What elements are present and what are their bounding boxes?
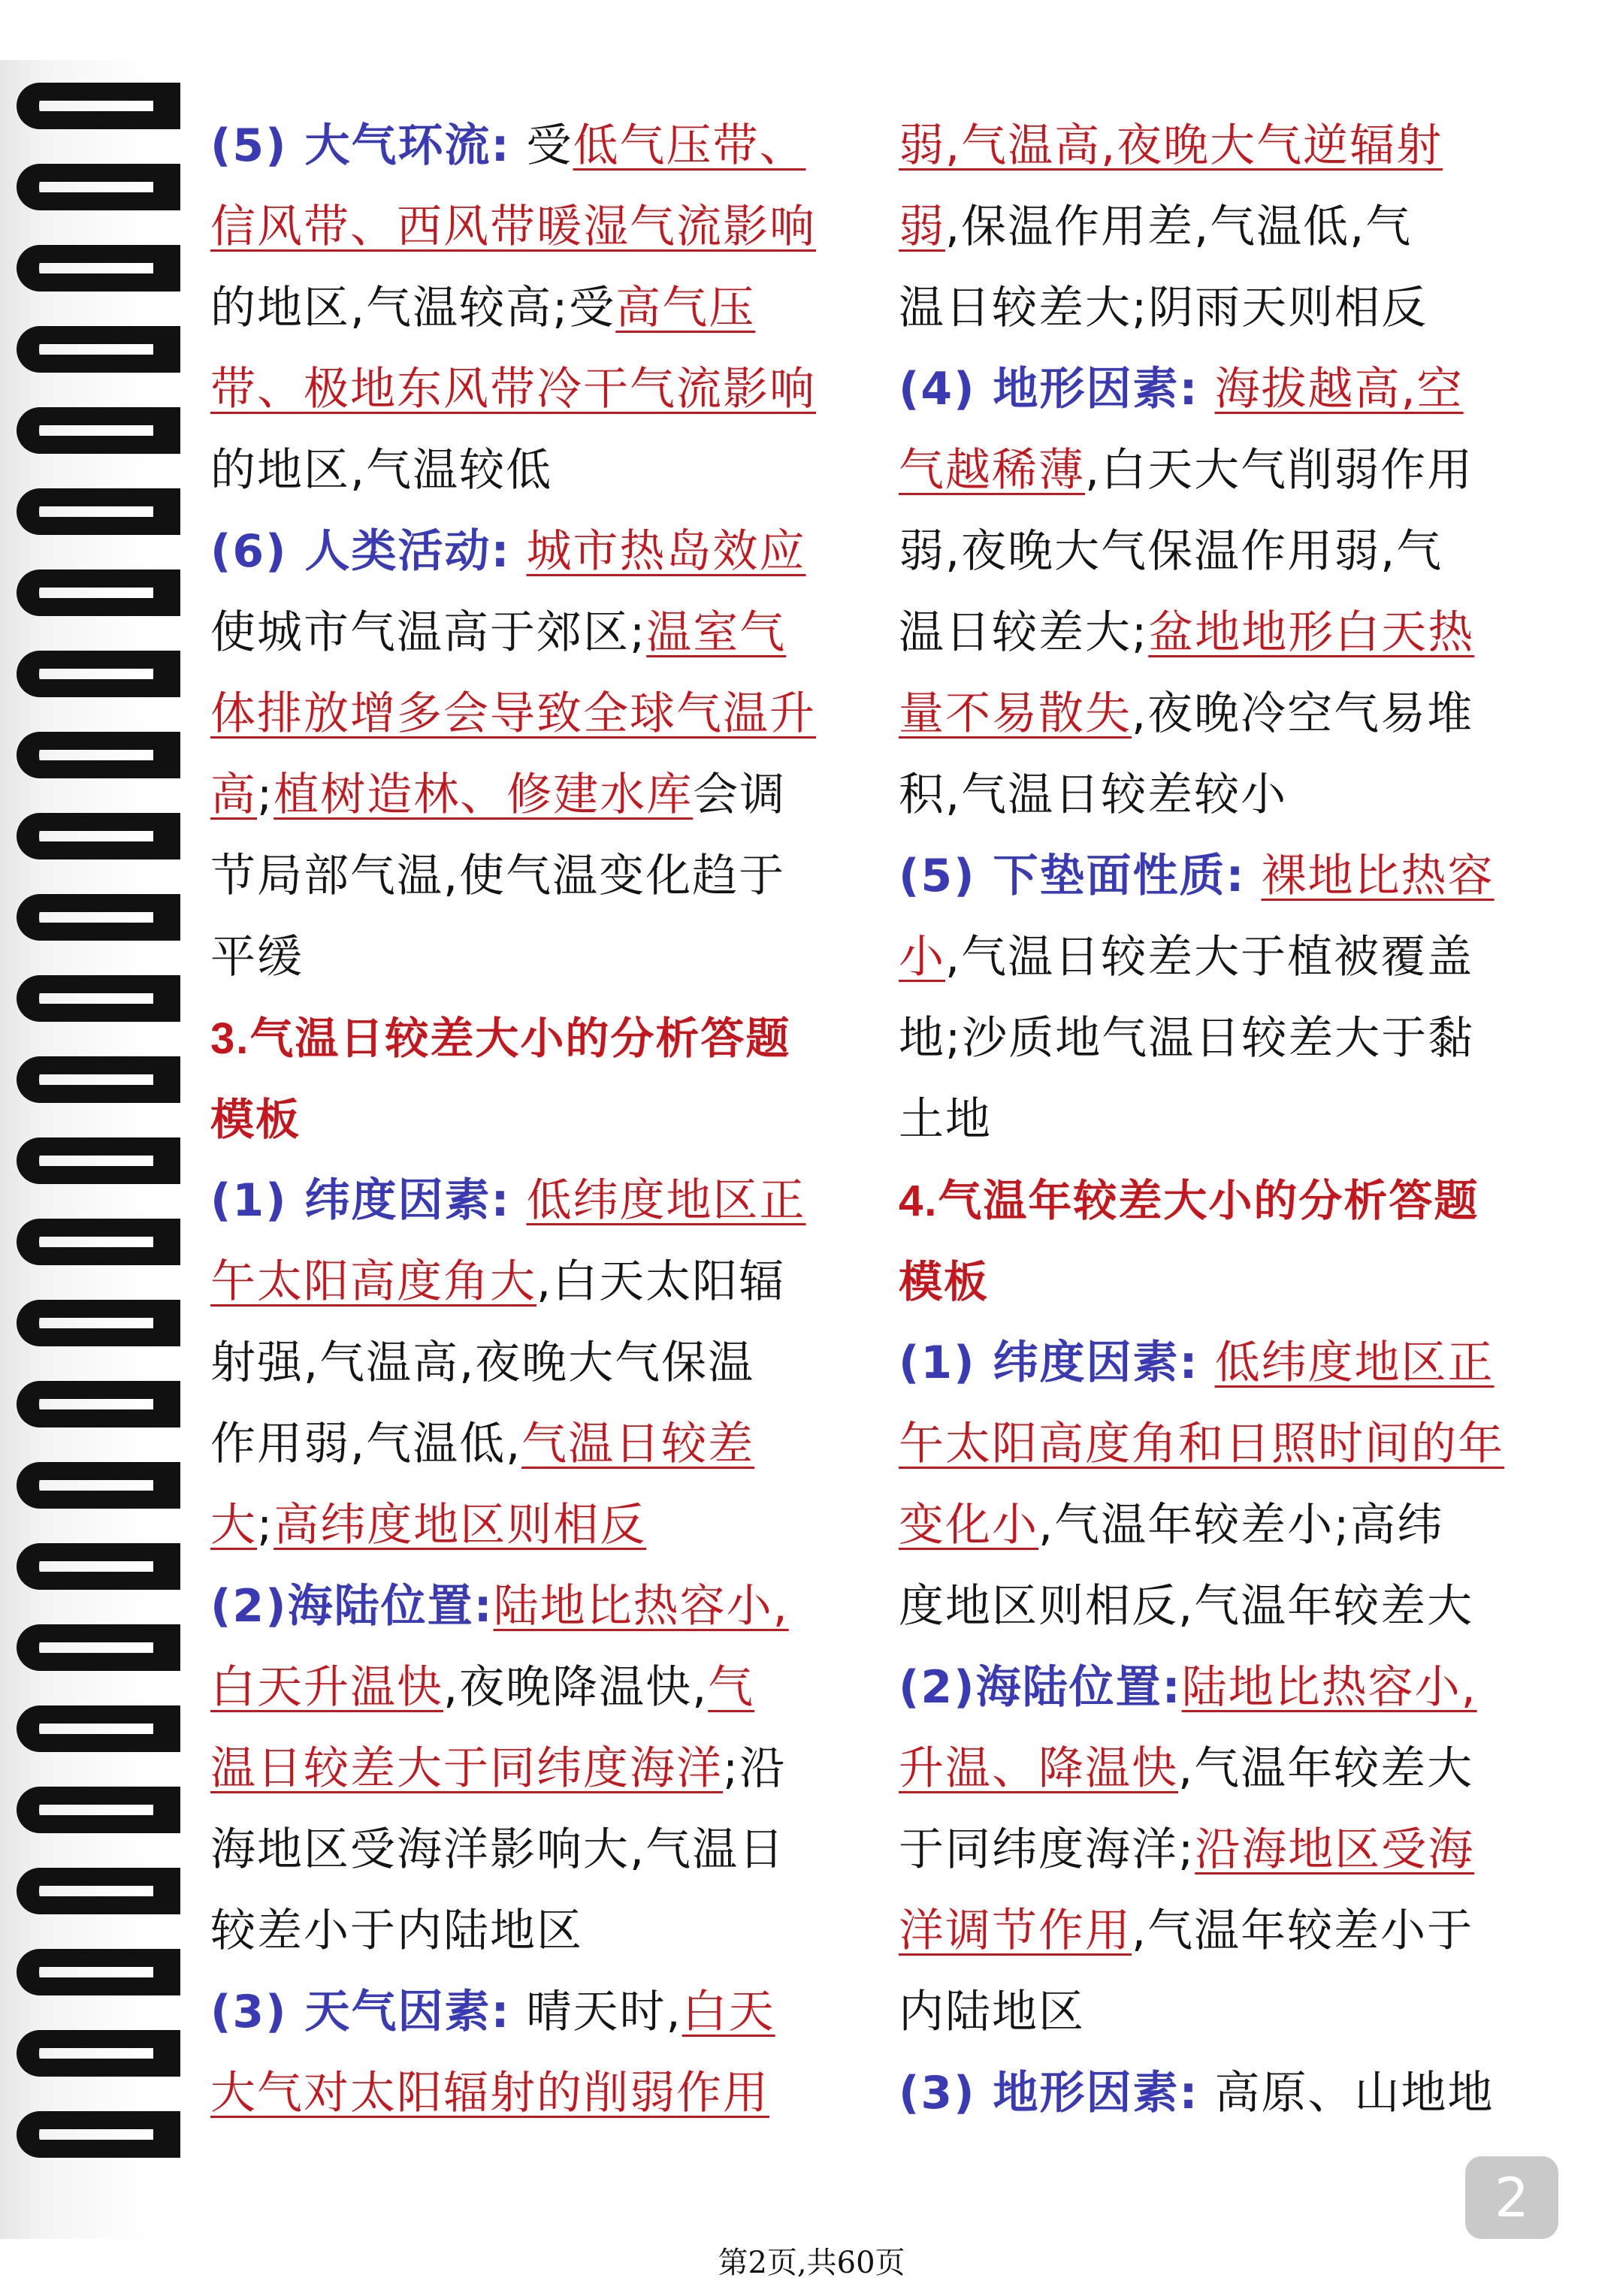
section-label: (5) 大气环流: — [210, 119, 511, 172]
text-line — [210, 1079, 872, 1160]
spiral-ring — [17, 2030, 180, 2077]
text-line — [899, 754, 1567, 835]
key-point: 大气对太阳辐射的削弱作用 — [210, 2067, 769, 2119]
key-point: 低纬度地区正 — [526, 1174, 806, 1227]
text-line — [899, 1566, 1567, 1647]
text-line — [899, 998, 1567, 1079]
spiral-ring — [17, 83, 180, 129]
body-text: 受 — [510, 119, 573, 172]
body-text: ; — [257, 769, 274, 821]
body-text: 温日较差大;阴雨天则相反 — [899, 282, 1428, 334]
spiral-ring — [17, 488, 180, 535]
body-text: ,气温年较差小于 — [1132, 1905, 1474, 1957]
body-text — [1198, 1337, 1214, 1389]
text-line — [210, 186, 872, 267]
body-text: 节局部气温,使气温变化趋于 — [210, 850, 786, 902]
text-line — [899, 673, 1567, 754]
text-line — [899, 430, 1567, 511]
section-label: (3) 天气因素: — [210, 1986, 511, 2038]
body-text: 高原、山地地 — [1198, 2067, 1495, 2119]
key-point: 高纬度地区则相反 — [274, 1499, 647, 1551]
section-heading: 模板 — [899, 1258, 990, 1307]
body-text: 内陆地区 — [899, 1986, 1085, 2038]
section-label: (1) 纬度因素: — [899, 1337, 1199, 1389]
section-label: (5) 下垫面性质: — [899, 850, 1246, 902]
spiral-ring — [17, 164, 180, 210]
body-text: 土地 — [899, 1093, 992, 1146]
spiral-ring — [17, 732, 180, 778]
key-point: 小 — [899, 931, 945, 983]
body-text — [1245, 850, 1261, 902]
body-text: ,白天大气削弱作用 — [1085, 444, 1474, 497]
body-text: ,气温年较差小;高纬 — [1038, 1499, 1444, 1551]
page-footer: 第2页,共60页 — [718, 2246, 905, 2280]
page-number-badge: 2 — [1465, 2156, 1558, 2239]
key-point: 城市热岛效应 — [526, 525, 806, 578]
body-text: 作用弱,气温低, — [210, 1418, 522, 1470]
text-line — [899, 1322, 1567, 1403]
text-line — [899, 1890, 1567, 1971]
text-line — [210, 2053, 872, 2134]
text-line — [899, 1160, 1567, 1241]
key-point: 气温日较差 — [521, 1418, 755, 1470]
spiral-ring — [17, 1056, 180, 1103]
text-line — [899, 1485, 1567, 1566]
spiral-ring — [17, 1219, 180, 1265]
text-line — [210, 1890, 872, 1971]
text-line — [210, 1566, 872, 1647]
text-line — [899, 1971, 1567, 2053]
spiral-ring — [17, 407, 180, 454]
body-text: ;沿 — [723, 1742, 787, 1795]
key-point: 弱,气温高,夜晚大气逆辐射 — [899, 119, 1443, 172]
spiral-ring — [17, 245, 180, 292]
text-line — [899, 1241, 1567, 1322]
section-label: (1) 纬度因素: — [210, 1174, 511, 1227]
text-line — [899, 1079, 1567, 1160]
text-line — [210, 1322, 872, 1403]
text-line — [210, 1647, 872, 1728]
key-point: 变化小 — [899, 1499, 1038, 1551]
text-line — [899, 1728, 1567, 1809]
body-text — [1198, 363, 1214, 415]
key-point: 高 — [210, 769, 257, 821]
text-line — [899, 592, 1567, 673]
text-line — [210, 511, 872, 592]
body-text: 的地区,气温较低 — [210, 444, 553, 497]
spiral-ring — [17, 651, 180, 697]
body-text: 弱,夜晚大气保温作用弱,气 — [899, 525, 1443, 578]
body-text: 射强,气温高,夜晚大气保温 — [210, 1337, 755, 1389]
text-line — [210, 998, 872, 1079]
body-text: 使城市气温高于郊区; — [210, 606, 647, 659]
text-line — [210, 349, 872, 430]
key-point: 洋调节作用 — [899, 1905, 1132, 1957]
spiral-ring — [17, 1462, 180, 1509]
text-line — [210, 1403, 872, 1485]
section-heading: 3.气温日较差大小的分析答题 — [210, 1014, 791, 1063]
spiral-ring — [17, 1705, 180, 1752]
body-text: 积,气温日较差较小 — [899, 769, 1288, 821]
body-text: 于同纬度海洋; — [899, 1823, 1195, 1876]
section-label: (2)海陆位置: — [210, 1580, 494, 1633]
spiral-ring — [17, 813, 180, 859]
key-point: 带、极地东风带冷干气流影响 — [210, 363, 816, 415]
body-text: 温日较差大; — [899, 606, 1149, 659]
key-point: 午太阳高度角和日照时间的年 — [899, 1418, 1504, 1470]
key-point: 海拔越高,空 — [1214, 363, 1464, 415]
body-text: ,气温年较差大 — [1178, 1742, 1474, 1795]
spiral-ring — [17, 1787, 180, 1833]
body-text: 度地区则相反,气温年较差大 — [899, 1580, 1474, 1633]
left-column — [210, 105, 872, 2134]
right-column — [899, 105, 1567, 2134]
text-line — [899, 1809, 1567, 1890]
key-point: 低气压带、 — [573, 119, 806, 172]
text-line — [899, 2053, 1567, 2134]
body-text: ; — [257, 1499, 274, 1551]
section-label: (6) 人类活动: — [210, 525, 511, 578]
body-text: 较差小于内陆地区 — [210, 1905, 583, 1957]
body-text: ,白天太阳辐 — [536, 1255, 786, 1308]
text-line — [210, 430, 872, 511]
key-point: 升温、降温快 — [899, 1742, 1178, 1795]
body-text: ,夜晚冷空气易堆 — [1132, 687, 1474, 740]
spiral-ring — [17, 1949, 180, 1995]
text-line — [899, 835, 1567, 917]
text-line — [899, 267, 1567, 349]
text-line — [210, 673, 872, 754]
text-line — [210, 1971, 872, 2053]
section-label: (2)海陆位置: — [899, 1661, 1182, 1714]
text-line — [899, 511, 1567, 592]
body-text — [510, 1174, 526, 1227]
text-line — [210, 754, 872, 835]
body-text: 地;沙质地气温日较差大于黏 — [899, 1012, 1475, 1065]
key-point: 气 — [708, 1661, 755, 1714]
text-line — [210, 1160, 872, 1241]
body-text: ,夜晚降温快, — [443, 1661, 709, 1714]
body-text: 海地区受海洋影响大,气温日 — [210, 1823, 786, 1876]
section-label: (4) 地形因素: — [899, 363, 1199, 415]
body-text — [510, 525, 526, 578]
key-point: 气越稀薄 — [899, 444, 1085, 497]
key-point: 高气压 — [615, 282, 756, 334]
section-heading: 模板 — [210, 1095, 301, 1144]
key-point: 植树造林、修建水库 — [274, 769, 694, 821]
spiral-ring — [17, 1624, 180, 1671]
body-text: 的地区,气温较高;受 — [210, 282, 616, 334]
text-line — [899, 917, 1567, 998]
key-point: 温日较差大于同纬度海洋 — [210, 1742, 723, 1795]
body-text: ,保温作用差,气温低,气 — [945, 201, 1413, 253]
key-point: 白天 — [682, 1986, 775, 2038]
key-point: 低纬度地区正 — [1214, 1337, 1495, 1389]
body-text: 会调 — [693, 769, 787, 821]
spiral-ring — [17, 326, 180, 373]
text-line — [210, 1728, 872, 1809]
spiral-ring — [17, 1543, 180, 1590]
text-line — [899, 105, 1567, 186]
text-line — [210, 1241, 872, 1322]
key-point: 陆地比热容小, — [493, 1580, 789, 1633]
text-line — [210, 1485, 872, 1566]
text-line — [210, 592, 872, 673]
spiral-binding — [0, 60, 195, 2239]
spiral-ring — [17, 894, 180, 941]
body-text: ,气温日较差大于植被覆盖 — [945, 931, 1474, 983]
spiral-ring — [17, 1137, 180, 1184]
section-label: (3) 地形因素: — [899, 2067, 1199, 2119]
text-line — [210, 835, 872, 917]
key-point: 量不易散失 — [899, 687, 1132, 740]
text-line — [210, 267, 872, 349]
spiral-ring — [17, 1868, 180, 1914]
body-text: 平缓 — [210, 931, 304, 983]
key-point: 信风带、西风带暖湿气流影响 — [210, 201, 816, 253]
key-point: 陆地比热容小, — [1181, 1661, 1477, 1714]
key-point: 午太阳高度角大 — [210, 1255, 536, 1308]
key-point: 白天升温快 — [210, 1661, 443, 1714]
text-line — [899, 1647, 1567, 1728]
text-line — [210, 917, 872, 998]
key-point: 沿海地区受海 — [1195, 1823, 1475, 1876]
key-point: 裸地比热容 — [1261, 850, 1495, 902]
key-point: 体排放增多会导致全球气温升 — [210, 687, 816, 740]
key-point: 大 — [210, 1499, 257, 1551]
spiral-ring — [17, 1381, 180, 1427]
text-line — [899, 349, 1567, 430]
text-line — [210, 105, 872, 186]
text-line — [899, 1403, 1567, 1485]
key-point: 盆地地形白天热 — [1148, 606, 1475, 659]
key-point: 弱 — [899, 201, 945, 253]
spiral-ring — [17, 1300, 180, 1346]
key-point: 温室气 — [646, 606, 787, 659]
body-text: 晴天时, — [510, 1986, 682, 2038]
spiral-ring — [17, 569, 180, 616]
spiral-ring — [17, 975, 180, 1022]
text-line — [210, 1809, 872, 1890]
spiral-ring — [17, 2111, 180, 2158]
text-line — [899, 186, 1567, 267]
section-heading: 4.气温年较差大小的分析答题 — [899, 1177, 1479, 1225]
